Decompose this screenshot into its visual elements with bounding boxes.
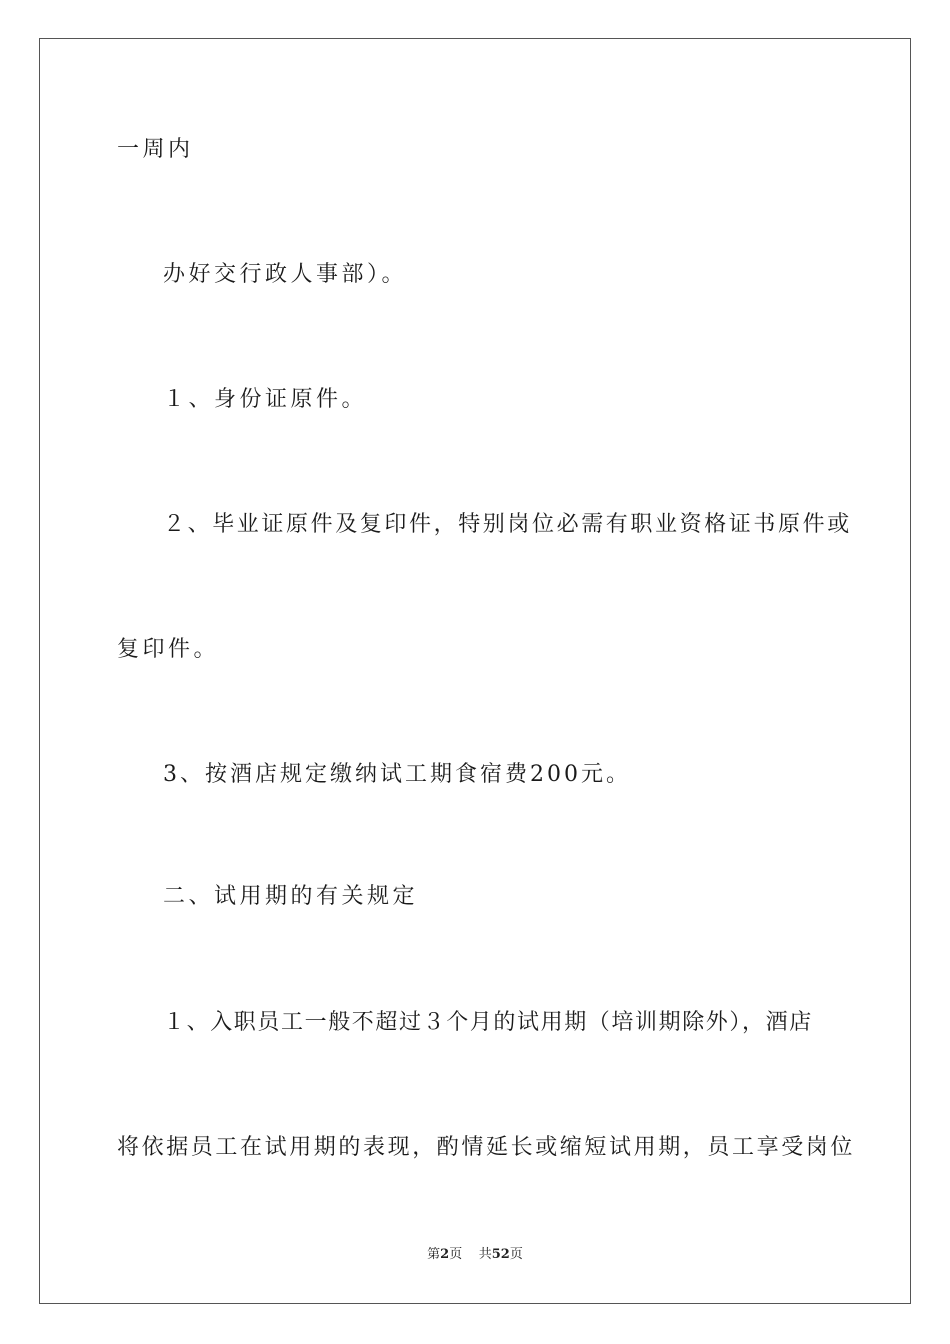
text-line-9: 将依据员工在试用期的表现，酌情延长或缩短试用期，员工享受岗位 <box>117 1135 856 1160</box>
footer-total-suffix: 页 <box>509 1247 523 1262</box>
footer-total-pages: 52 <box>491 1247 510 1262</box>
footer-total-prefix: 共 <box>478 1247 492 1262</box>
text-line-7: 二、试用期的有关规定 <box>163 884 419 909</box>
text-line-2: 办好交行政人事部）。 <box>163 262 408 287</box>
text-line-4: ２、毕业证原件及复印件，特别岗位必需有职业资格证书原件或 <box>163 512 852 537</box>
footer-page-number: 2 <box>440 1247 450 1262</box>
text-line-5: 复印件。 <box>117 637 220 662</box>
footer-page-prefix: 第 <box>427 1247 441 1262</box>
page-frame <box>39 38 911 1304</box>
text-line-8: １、入职员工一般不超过３个月的试用期（培训期除外），酒店 <box>163 1010 813 1035</box>
page-footer <box>0 1246 950 1264</box>
text-line-1: 一周内 <box>117 137 194 162</box>
text-line-3: １、身份证原件。 <box>163 387 368 412</box>
text-line-6: 3、按酒店规定缴纳试工期食宿费200元。 <box>163 762 631 787</box>
footer-page-suffix: 页 <box>449 1247 463 1262</box>
